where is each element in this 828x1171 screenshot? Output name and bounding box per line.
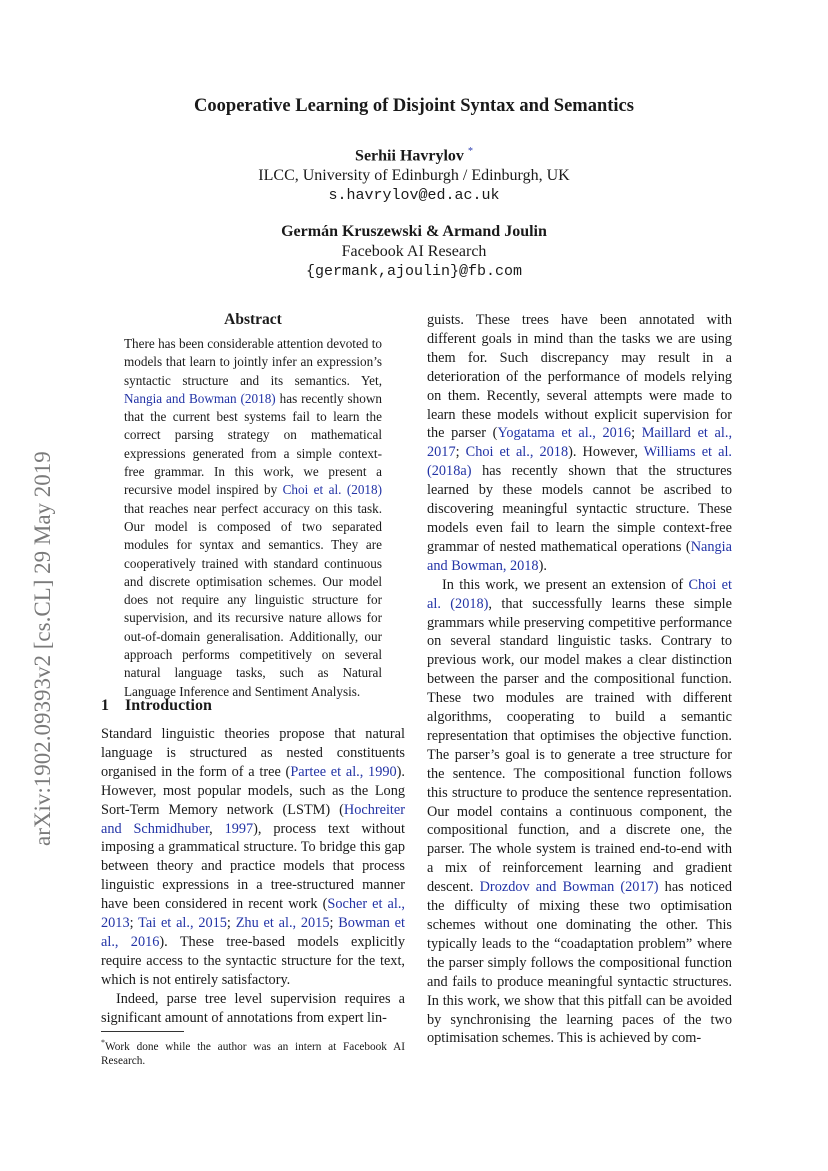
body-text: ; [329, 915, 339, 932]
body-paragraph [427, 576, 732, 1049]
citation-link[interactable]: Partee et al., 1990 [290, 763, 397, 780]
body-text: has recently shown that the structures learned by these models cannot be ascribed to discovering meaningful syntactic structure. These models even fail to learn the simple context-free grammar of nested mathematical operations ( [427, 463, 732, 555]
left-column-body [101, 725, 405, 1028]
citation-link[interactable]: Nangia and Bowman (2018) [124, 390, 276, 406]
citation-link[interactable]: Bowman et al., 2016 [101, 915, 405, 950]
author-affiliation: ILCC, University of Edinburgh / Edinburgh, UK [258, 167, 570, 185]
body-text: There has been considerable attention devoted to models that learn to jointly infer an expression’s syntactic structure and its semantics. Yet, [124, 336, 382, 388]
body-paragraph [101, 990, 405, 1028]
body-text: ). [538, 557, 547, 574]
citation-link[interactable]: Tai et al., 2015 [138, 915, 227, 932]
author-affiliation: Facebook AI Research [341, 243, 487, 260]
citation-link[interactable]: Choi et al., 2018 [465, 444, 569, 461]
section-heading-introduction [101, 697, 212, 715]
footnote-divider [101, 1031, 184, 1032]
body-text: , that successfully learns these simple grammars while preserving competitive performance on several standard linguistic tasks. Contrary to previous work, our model makes a clear distinction between the parser and the compositional function. These two modules are trained with different algorithms, cooperating to build a semantic representation that optimises the objective function. The parser’s goal is to generate a tree structure for the sentence. The compositional function follows this structure to produce the sentence representation. Our model contains a continuous component, the compositional function, and a discrete one, the parser. The whole system is trained end-to-end with a mix of reinforcement learning and gradient descent. [427, 595, 732, 896]
citation-link[interactable]: Choi et al. (2018) [282, 482, 383, 498]
citation-link[interactable]: Choi et al. (2018) [427, 576, 732, 612]
citation-link[interactable]: Drozdov and Bowman (2017) [479, 879, 659, 896]
body-text: has noticed the difficulty of mixing these two optimisation schemes without one dominating the other. This typically leads to the “coadaptation problem” where the parser simply follows the compositional function and fails to produce meaningful syntactic structures. In this work, we show that this pitfall can be avoided by synchronising the learning paces of the two optimisation schemes. This is achieved by com- [427, 879, 732, 1047]
footnote-mark: * [101, 1038, 105, 1047]
body-text: ). However, most popular models, such as the Long Sort-Term Memory network (LSTM) ( [101, 763, 405, 818]
arxiv-identifier-stamp [20, 350, 60, 850]
body-paragraph [101, 725, 405, 990]
body-text: ). However, [568, 444, 644, 461]
body-text: ). These tree-based models explicitly require access to the syntactic structure for the text, which is not entirely satisfactory. [101, 933, 406, 988]
abstract-paragraph [124, 335, 382, 701]
author-footnote-mark[interactable]: * [467, 146, 473, 157]
author-block-1 [0, 142, 828, 206]
body-text: ; [226, 915, 236, 932]
body-paragraph [427, 311, 732, 576]
author-email: s.havrylov@ed.ac.uk [328, 187, 500, 205]
citation-link[interactable]: 1997 [224, 820, 254, 837]
citation-link[interactable]: Yogatama et al., 2016 [497, 425, 632, 442]
footnote-text: Work done while the author was an intern at Facebook AI Research. [101, 1040, 405, 1067]
body-text: ), process text without imposing a grammatical structure. To bridge this gap between theory and practice models that process linguistic expressions in a tree-structured manner have been considered in recent work ( [101, 820, 406, 913]
paper-title: Cooperative Learning of Disjoint Syntax and Semantics [194, 96, 634, 116]
section-number: 1 [101, 697, 109, 714]
body-text: Standard linguistic theories propose that natural language is structured as nested constituents organised in the form of a tree ( [101, 726, 405, 780]
body-text: has recently shown that the current best systems fail to learn the correct parsing strategy on mathematical expressions generated from a simple context-free grammar. In this work, we present a recursive model inspired by [124, 390, 382, 498]
arxiv-id-text: arXiv:1902.09393v2 [cs.CL] 29 May 2019 [30, 451, 55, 846]
abstract-body [124, 335, 382, 701]
body-text: , [209, 820, 225, 837]
citation-link[interactable]: Hochreiter and Schmidhuber [101, 801, 405, 837]
body-text: ; [129, 915, 139, 932]
section-title: Introduction [125, 697, 212, 714]
citation-link[interactable]: Maillard et al., 2017 [427, 425, 733, 461]
author-name: Serhii Havrylov [355, 147, 464, 165]
author-name: Germán Kruszewski & Armand Joulin [281, 223, 547, 240]
citation-link[interactable]: Nangia and Bowman, 2018 [427, 538, 732, 574]
right-column-body [427, 311, 732, 1048]
body-text: that reaches near perfect accuracy on this task. Our model is composed of two separated modules for syntax and semantics. They are cooperatively trained with standard continuous and discrete optimisation schemes. Our model does not require any linguistic structure for supervision, and its recursive nature allows for out-of-domain generalisation. Additionally, our approach performs competitively on several natural language tasks, such as Natural Language Inference and Sentiment Analysis. [124, 500, 382, 699]
body-text: ; [631, 425, 642, 442]
citation-link[interactable]: Williams et al. (2018a) [427, 444, 732, 480]
body-text: ; [455, 444, 466, 461]
abstract-heading: Abstract [224, 311, 282, 328]
body-text: In this work, we present an extension of [442, 576, 689, 593]
body-text: Indeed, parse tree level supervision requires a significant amount of annotations from expert lin- [101, 990, 405, 1026]
body-text: guists. These trees have been annotated with different goals in mind than the tasks we are using them for. Such discrepancy may result in a deterioration of the performance of models relying on them. Recently, several attempts were made to learn these models without explicit supervision for the parser ( [427, 312, 732, 442]
citation-link[interactable]: Zhu et al., 2015 [235, 915, 330, 932]
footnote [101, 1036, 405, 1068]
author-block-2 [0, 222, 828, 282]
author-email: {germank,ajoulin}@fb.com [305, 263, 523, 280]
citation-link[interactable]: Socher et al., 2013 [101, 896, 405, 932]
